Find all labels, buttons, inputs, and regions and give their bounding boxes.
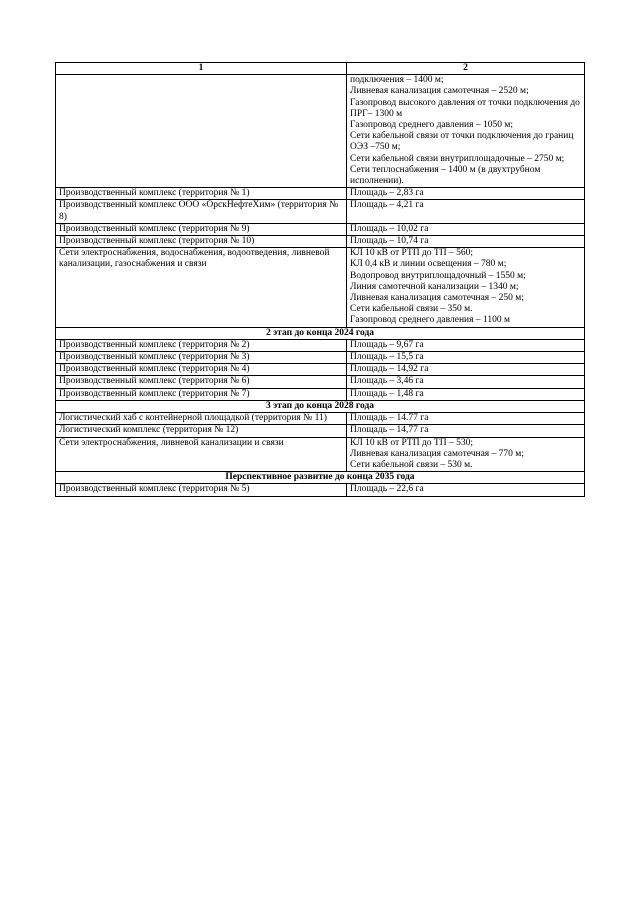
object-name-cell: Сети электроснабжения, ливневой канализации и связи xyxy=(56,437,347,472)
stage-title: 2 этап до конца 2024 года xyxy=(56,327,585,339)
detail-line: Площадь – 9,67 га xyxy=(350,339,424,350)
detail-line: Сети кабельной связи внутриплощадочные – 2750 м; xyxy=(350,153,565,164)
table-row xyxy=(56,223,585,235)
detail-line: Площадь – 10,02 га xyxy=(350,223,429,234)
object-name-cell: Производственный комплекс (территория № 4) xyxy=(56,364,347,376)
object-name-cell: Производственный комплекс (территория № 7) xyxy=(56,388,347,400)
object-name-cell: Сети электроснабжения, водоснабжения, водоотведения, ливневой канализации, газоснабжения и связи xyxy=(56,248,347,327)
detail-line: Сети кабельной связи – 350 м. xyxy=(350,304,473,315)
detail-line: Газопровод среднего давления – 1100 м xyxy=(350,315,511,326)
detail-line: Площадь – 15,5 га xyxy=(350,352,424,363)
detail-line: КЛ 10 кВ от РТП до ТП – 530; xyxy=(350,437,473,448)
table-row xyxy=(56,352,585,364)
detail-line: Сети кабельной связи от точки подключения до границ ОЭЗ –750 м; xyxy=(350,131,574,153)
object-name-cell: Логистический хаб с контейнерной площадкой (территория № 11) xyxy=(56,413,347,425)
object-details-cell xyxy=(347,248,585,327)
object-name-cell: Производственный комплекс ООО «ОрскНефтеХим» (территория № 8) xyxy=(56,200,347,223)
detail-line: Ливневая канализация самотечная – 770 м; xyxy=(350,448,524,459)
stage-title: Перспективное развитие до конца 2035 года xyxy=(56,472,585,484)
column-header-1: 1 xyxy=(56,63,347,75)
detail-line: Площадь – 22,6 га xyxy=(350,484,424,495)
table-row xyxy=(56,236,585,248)
stage-header-row xyxy=(56,400,585,412)
detail-line: Водопровод внутриплощадочный – 1550 м; xyxy=(350,270,526,281)
detail-line: Сети теплоснабжения – 1400 м (в двухтрубном исполнении). xyxy=(350,164,541,187)
object-name-cell: Логистический комплекс (территория № 12) xyxy=(56,425,347,437)
table-row xyxy=(56,376,585,388)
table-row xyxy=(56,388,585,400)
table-row xyxy=(56,413,585,425)
table-row xyxy=(56,248,585,327)
detail-line: Площадь – 14,77 га xyxy=(350,425,429,436)
table-row xyxy=(56,437,585,472)
table-row xyxy=(56,484,585,496)
table-row xyxy=(56,200,585,223)
development-stages-table xyxy=(55,62,585,497)
stage-title: 3 этап до конца 2028 года xyxy=(56,400,585,412)
detail-line: Площадь – 14.77 га xyxy=(350,413,429,424)
table-row xyxy=(56,188,585,200)
detail-line: Линия самотечной канализации – 1340 м; xyxy=(350,281,519,292)
object-details-cell xyxy=(347,388,585,400)
object-name-cell: Производственный комплекс (территория № 2) xyxy=(56,339,347,351)
detail-line: подключения – 1400 м; xyxy=(350,75,444,86)
object-name-cell: Производственный комплекс (территория № 5) xyxy=(56,484,347,496)
stage-header-row xyxy=(56,327,585,339)
object-details-cell xyxy=(347,75,585,188)
table-header-row xyxy=(56,63,585,75)
object-name-cell: Производственный комплекс (территория № 3) xyxy=(56,352,347,364)
detail-line: КЛ 10 кВ от РТП до ТП – 560; xyxy=(350,248,473,259)
table-row xyxy=(56,339,585,351)
object-name-cell: Производственный комплекс (территория № 1) xyxy=(56,188,347,200)
object-details-cell xyxy=(347,364,585,376)
object-details-cell xyxy=(347,223,585,235)
detail-line: Газопровод среднего давления – 1050 м; xyxy=(350,120,514,131)
object-name-cell: Производственный комплекс (территория № 9) xyxy=(56,223,347,235)
stage-header-row xyxy=(56,472,585,484)
object-details-cell xyxy=(347,200,585,223)
detail-line: КЛ 0,4 кВ и линии освещения – 780 м; xyxy=(350,259,507,270)
object-details-cell xyxy=(347,236,585,248)
object-details-cell xyxy=(347,484,585,496)
table-row xyxy=(56,364,585,376)
object-details-cell xyxy=(347,339,585,351)
detail-line: Площадь – 10,74 га xyxy=(350,236,429,247)
detail-line: Газопровод высокого давления от точки подключения до ПРГ– 1300 м xyxy=(350,97,580,119)
detail-line: Ливневая канализация самотечная – 250 м; xyxy=(350,293,524,304)
object-name-cell: Производственный комплекс (территория № 6) xyxy=(56,376,347,388)
detail-line: Площадь – 2,83 га xyxy=(350,188,424,199)
object-details-cell xyxy=(347,425,585,437)
detail-line: Сети кабельной связи – 530 м. xyxy=(350,459,473,470)
detail-line: Ливневая канализация самотечная – 2520 м; xyxy=(350,86,529,97)
column-header-2: 2 xyxy=(347,63,585,75)
detail-line: Площадь – 1,48 га xyxy=(350,388,424,399)
detail-line: Площадь – 14,92 га xyxy=(350,364,429,375)
detail-line: Площадь – 3,46 га xyxy=(350,376,424,387)
object-name-cell xyxy=(56,75,347,188)
detail-line: Площадь – 4,21 га xyxy=(350,200,424,211)
object-name-cell: Производственный комплекс (территория № 10) xyxy=(56,236,347,248)
object-details-cell xyxy=(347,352,585,364)
object-details-cell xyxy=(347,413,585,425)
table-row xyxy=(56,75,585,188)
object-details-cell xyxy=(347,437,585,472)
object-details-cell xyxy=(347,188,585,200)
object-details-cell xyxy=(347,376,585,388)
table-row xyxy=(56,425,585,437)
table-body xyxy=(56,75,585,496)
